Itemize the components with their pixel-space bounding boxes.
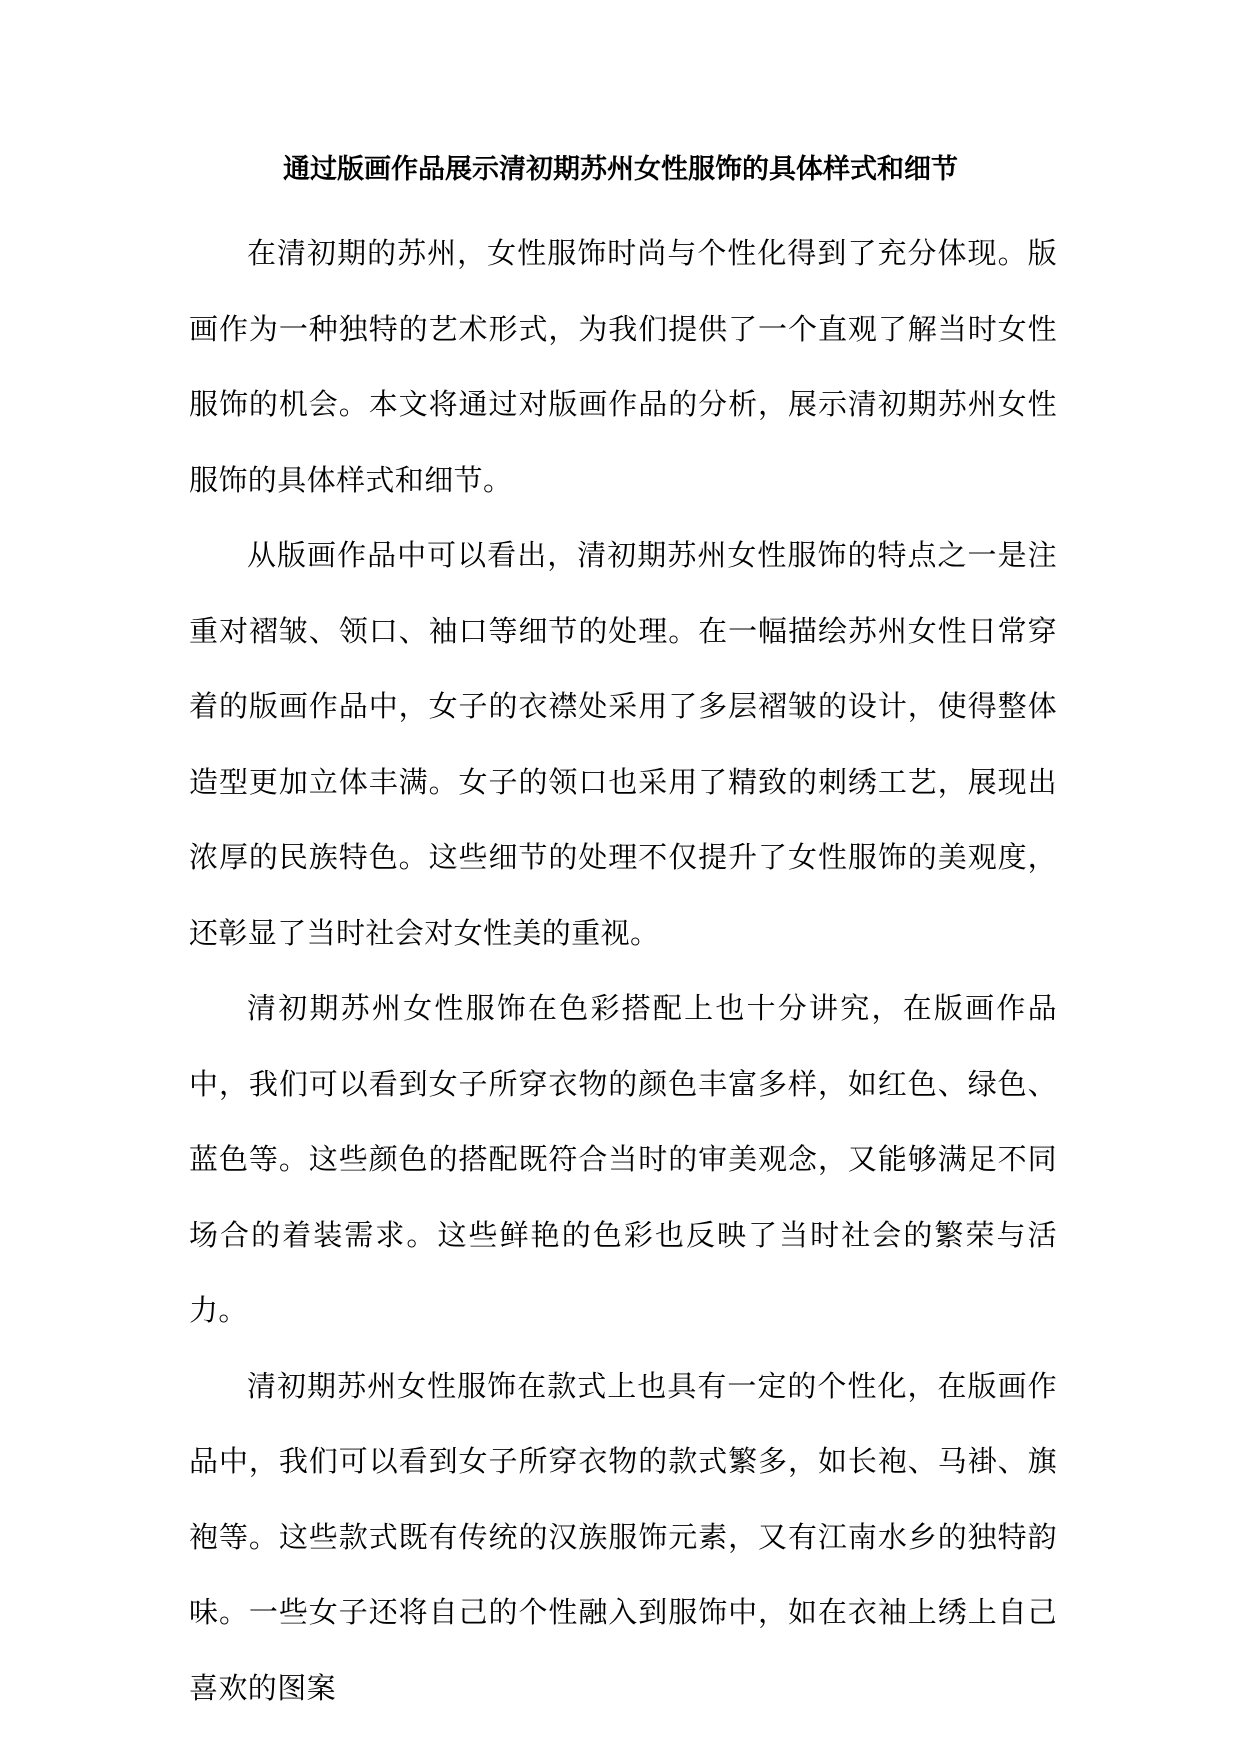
paragraph-2: 从版画作品中可以看出，清初期苏州女性服饰的特点之一是注重对褶皱、领口、袖口等细节的处理。在一幅描绘苏州女性日常穿着的版画作品中，女子的衣襟处采用了多层褶皱的设计，使得整体造型更加立体丰满。女子的领口也采用了精致的刺绣工艺，展现出浓厚的民族特色。这些细节的处理不仅提升了女性服饰的美观度，还彰显了当时社会对女性美的重视。 [189,538,1057,950]
paragraph-4: 清初期苏州女性服饰在款式上也具有一定的个性化，在版画作品中，我们可以看到女子所穿衣物的款式繁多，如长袍、马褂、旗袍等。这些款式既有传统的汉族服饰元素，又有江南水乡的独特韵味。一些女子还将自己的个性融入到服饰中，如在衣袖上绣上自己喜欢的图案 [189,1368,1057,1705]
document-title: 通过版画作品展示清初期苏州女性服饰的具体样式和细节 [283,154,958,185]
paragraph-3: 清初期苏州女性服饰在色彩搭配上也十分讲究，在版画作品中，我们可以看到女子所穿衣物的颜色丰富多样，如红色、绿色、蓝色等。这些颜色的搭配既符合当时的审美观念，又能够满足不同场合的着装需求。这些鲜艳的色彩也反映了当时社会的繁荣与活力。 [189,991,1057,1327]
paragraph-1: 在清初期的苏州，女性服饰时尚与个性化得到了充分体现。版画作为一种独特的艺术形式，为我们提供了一个直观了解当时女性服饰的机会。本文将通过对版画作品的分析，展示清初期苏州女性服饰的具体样式和细节。 [189,236,1057,497]
document-body [189,216,1057,1726]
